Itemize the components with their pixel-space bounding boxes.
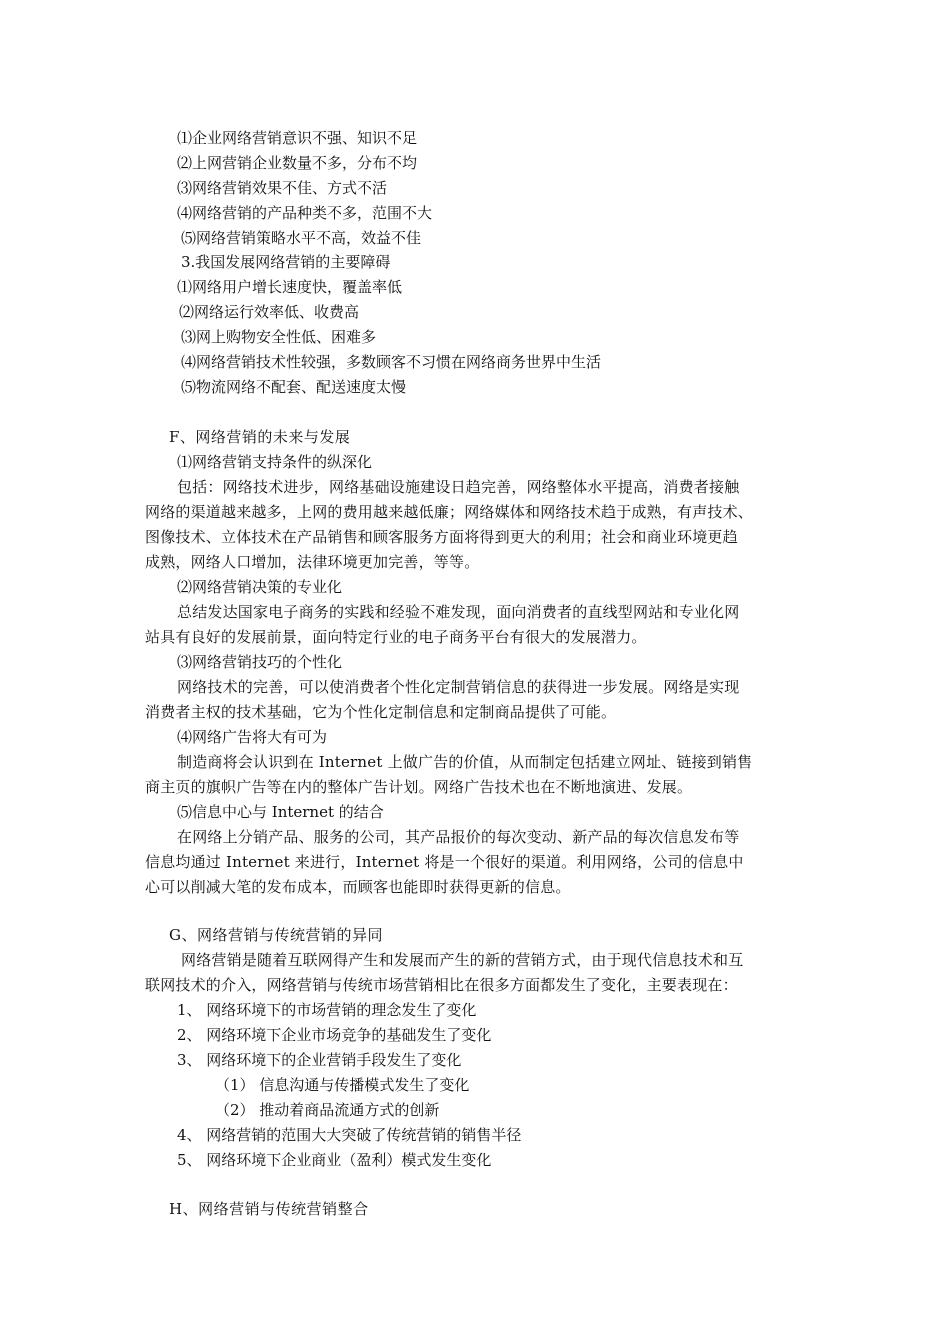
subheading: ⑴网络营销支持条件的纵深化 bbox=[177, 453, 373, 471]
paragraph-line: 总结发达国家电子商务的实践和经验不难发现，面向消费者的直线型网站和专业化网 bbox=[177, 603, 740, 621]
section-f-heading: F、网络营销的未来与发展 bbox=[169, 428, 351, 446]
section-g-heading: G、网络营销与传统营销的异同 bbox=[169, 926, 383, 944]
obstacles-title: 3.我国发展网络营销的主要障碍 bbox=[181, 253, 391, 271]
paragraph-line: 消费者主权的技术基础，它为个性化定制信息和定制商品提供了可能。 bbox=[145, 703, 617, 721]
paragraph-line: 制造商将会认识到在 Internet 上做广告的价值，从而制定包括建立网址、链接到销售 bbox=[177, 753, 753, 771]
list-item: ⑶网上购物安全性低、困难多 bbox=[181, 328, 377, 346]
paragraph-line: 网络营销是随着互联网得产生和发展而产生的新的营销方式，由于现代信息技术和互 bbox=[181, 951, 744, 969]
list-item: ⑴网络用户增长速度快，覆盖率低 bbox=[177, 278, 403, 296]
paragraph-line: 成熟，网络人口增加，法律环境更加完善，等等。 bbox=[145, 553, 480, 571]
subheading: ⑸信息中心与 Internet 的结合 bbox=[177, 803, 384, 821]
section-h-heading: H、网络营销与传统营销整合 bbox=[169, 1200, 369, 1218]
list-item: ⑵上网营销企业数量不多，分布不均 bbox=[177, 154, 418, 172]
subheading: ⑶网络营销技巧的个性化 bbox=[177, 653, 343, 671]
list-item: ⑷网络营销技术性较强，多数顾客不习惯在网络商务世界中生活 bbox=[181, 353, 602, 371]
list-item: ⑷网络营销的产品种类不多，范围不大 bbox=[177, 204, 433, 222]
paragraph-line: 网络的渠道越来越多，上网的费用越来越低廉；网络媒体和网络技术趋于成熟，有声技术、 bbox=[145, 503, 754, 521]
list-item: 2、 网络环境下企业市场竞争的基础发生了变化 bbox=[177, 1026, 492, 1044]
subheading: ⑷网络广告将大有可为 bbox=[177, 728, 328, 746]
paragraph-line: 信息均通过 Internet 来进行，Internet 将是一个很好的渠道。利用网络，公司的信息中 bbox=[145, 853, 744, 871]
list-item: ⑶网络营销效果不佳、方式不活 bbox=[177, 179, 388, 197]
paragraph-line: 联网技术的介入，网络营销与传统市场营销相比在很多方面都发生了变化，主要表现在： bbox=[145, 976, 738, 994]
paragraph-line: 心可以削减大笔的发布成本，而顾客也能即时获得更新的信息。 bbox=[145, 878, 571, 896]
list-item: ⑴企业网络营销意识不强、知识不足 bbox=[177, 129, 418, 147]
list-item: 5、 网络环境下企业商业（盈利）模式发生变化 bbox=[177, 1151, 492, 1169]
sub-list-item: （2） 推动着商品流通方式的创新 bbox=[215, 1101, 440, 1119]
subheading: ⑵网络营销决策的专业化 bbox=[177, 578, 343, 596]
paragraph-line: 站具有良好的发展前景，面向特定行业的电子商务平台有很大的发展潜力。 bbox=[145, 628, 647, 646]
list-item: 4、 网络营销的范围大大突破了传统营销的销售半径 bbox=[177, 1126, 522, 1144]
paragraph-line: 在网络上分销产品、服务的公司，其产品报价的每次变动、新产品的每次信息发布等 bbox=[177, 828, 740, 846]
list-item: 1、 网络环境下的市场营销的理念发生了变化 bbox=[177, 1001, 477, 1019]
paragraph-line: 图像技术、立体技术在产品销售和顾客服务方面将得到更大的利用；社会和商业环境更趋 bbox=[145, 528, 738, 546]
list-item: ⑸网络营销策略水平不高，效益不佳 bbox=[181, 229, 422, 247]
list-item: ⑵网络运行效率低、收费高 bbox=[179, 303, 360, 321]
list-item: 3、 网络环境下的企业营销手段发生了变化 bbox=[177, 1051, 462, 1069]
paragraph-line: 商主页的旗帜广告等在内的整体广告计划。网络广告技术也在不断地演进、发展。 bbox=[145, 778, 693, 796]
list-item: ⑸物流网络不配套、配送速度太慢 bbox=[181, 378, 407, 396]
paragraph-line: 包括：网络技术进步，网络基础设施建设日趋完善，网络整体水平提高，消费者接触 bbox=[177, 478, 740, 496]
sub-list-item: （1） 信息沟通与传播模式发生了变化 bbox=[215, 1076, 470, 1094]
paragraph-line: 网络技术的完善，可以使消费者个性化定制营销信息的获得进一步发展。网络是实现 bbox=[177, 678, 740, 696]
